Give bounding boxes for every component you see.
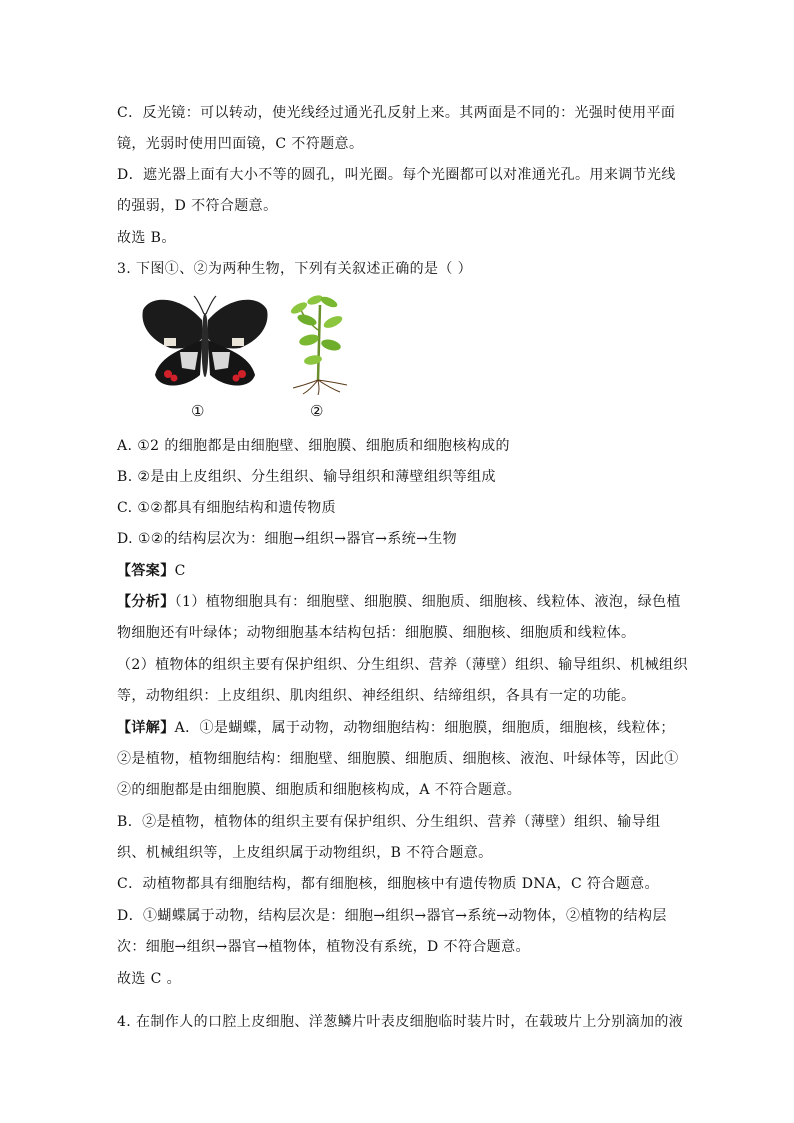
question-figure [140,290,370,430]
detail-tag: 【详解】 [117,720,175,736]
detail-line: D．①蝴蝶属于动物，结构层次是：细胞→组织→器官→系统→动物体，②植物的结构层 [117,908,667,924]
answer-value: C [174,563,186,579]
detail-line [117,718,675,738]
detail-line: 织、机械组织等，上皮组织属于动物组织，B 不符合题意。 [117,845,493,861]
figure-label-1: ① [191,402,205,420]
question-stem: 3. 下图①、②为两种生物，下列有关叙述正确的是（ ） [117,261,473,277]
analysis-text: （1）植物细胞具有：细胞壁、细胞膜、细胞质、细胞核、线粒体、液泡，绿色植 [174,594,681,610]
detail-line: B．②是植物，植物体的组织主要有保护组织、分生组织、营养（薄壁）组织、输导组 [117,814,661,830]
analysis-line: 等，动物组织：上皮组织、肌肉组织、神经组织、结缔组织，各具有一定的功能。 [117,688,636,704]
figure-label-2: ② [310,402,324,420]
option-a: A. ①2 的细胞都是由细胞壁、细胞膜、细胞质和细胞核构成的 [117,438,510,454]
detail-line: ②的细胞都是由细胞膜、细胞质和细胞核构成，A 不符合题意。 [117,782,522,798]
analysis-line [117,592,681,612]
detail-line: ②是植物，植物细胞结构：细胞壁、细胞膜、细胞质、细胞核、液泡、叶绿体等，因此① [117,751,679,767]
answer-tag: 【答案】 [117,563,175,579]
option-d: D. ①②的结构层次为：细胞→组织→器官→系统→生物 [117,531,458,547]
text-line: 镜，光弱时使用凹面镜，C 不符题意。 [117,136,364,152]
text-line: 的强弱，D 不符合题意。 [117,198,278,214]
text-line: 故选 B。 [117,230,176,246]
detail-line: 故选 C 。 [117,971,182,987]
text-line: D．遮光器上面有大小不等的圆孔，叫光圈。每个光圈都可以对准通光孔。用来调节光线 [117,167,676,183]
next-question-stem: 4. 在制作人的口腔上皮细胞、洋葱鳞片叶表皮细胞临时装片时，在载玻片上分别滴加的液 [117,1014,684,1030]
answer-line [117,561,186,581]
option-c: C. ①②都具有细胞结构和遗传物质 [117,500,337,516]
detail-line: C．动植物都具有细胞结构，都有细胞核，细胞核中有遗传物质 DNA，C 符合题意。 [117,876,659,892]
detail-line: 次：细胞→组织→器官→植物体，植物没有系统，D 不符合题意。 [117,939,530,955]
text-line: C．反光镜：可以转动，使光线经过通光孔反射上来。其两面是不同的：光强时使用平面 [117,105,676,121]
butterfly-image [140,290,270,395]
option-b: B. ②是由上皮组织、分生组织、输导组织和薄壁组织等组成 [117,469,496,485]
detail-text: A．①是蝴蝶，属于动物，动物细胞结构：细胞膜，细胞质，细胞核，线粒体； [174,720,675,736]
analysis-tag: 【分析】 [117,594,175,610]
plant-image [285,290,355,395]
analysis-line: 物细胞还有叶绿体；动物细胞基本结构包括：细胞膜、细胞核、细胞质和线粒体。 [117,625,636,641]
analysis-line: （2）植物体的组织主要有保护组织、分生组织、营养（薄壁）组织、输导组织、机械组织 [117,657,688,673]
